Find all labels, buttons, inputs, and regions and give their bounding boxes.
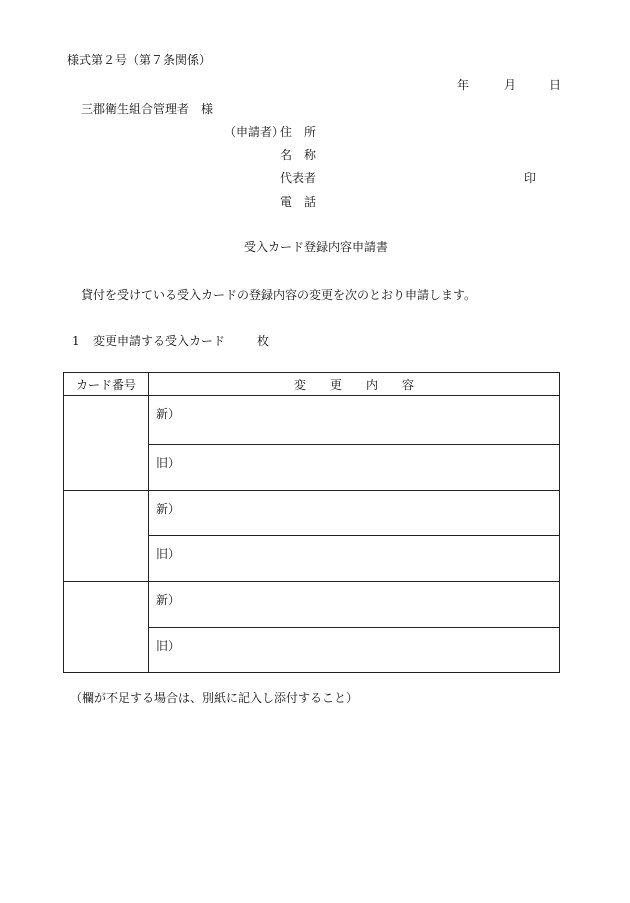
intro-text: 貸付を受けている受入カードの登録内容の変更を次のとおり申請します。 [81, 288, 477, 302]
date-day: 日 [549, 78, 562, 92]
applicant-label: （申請者） [224, 125, 285, 139]
representative-label: 代表者 [280, 171, 317, 185]
item1-number: 1 [72, 334, 80, 348]
table-row [64, 396, 560, 445]
card-number-cell[interactable] [64, 396, 149, 491]
footnote: （欄が不足する場合は、別紙に記入し添付すること） [70, 691, 359, 705]
new-label: 新） [156, 407, 181, 421]
old-label: 旧） [156, 547, 181, 561]
old-content-cell[interactable] [149, 628, 560, 673]
card-change-table [63, 372, 560, 673]
date-year: 年 [457, 78, 470, 92]
phone-label: 電 話 [280, 195, 317, 209]
date-month: 月 [504, 78, 517, 92]
document-title: 受入カード登録内容申請書 [244, 240, 389, 254]
table-header-row [64, 373, 560, 396]
item1-label: 変更申請する受入カード [93, 334, 226, 348]
addressee: 三郡衛生組合管理者 様 [81, 102, 214, 116]
header-card-number: カード番号 [64, 373, 149, 396]
new-content-cell[interactable] [149, 396, 560, 445]
old-content-cell[interactable] [149, 445, 560, 491]
name-label: 名 称 [280, 148, 317, 162]
table-row [64, 491, 560, 536]
new-label: 新） [156, 502, 181, 516]
old-content-cell[interactable] [149, 536, 560, 582]
header-change-content: 変 更 内 容 [149, 373, 560, 396]
new-content-cell[interactable] [149, 491, 560, 536]
new-content-cell[interactable] [149, 582, 560, 628]
old-label: 旧） [156, 456, 181, 470]
form-number: 様式第２号（第７条関係） [67, 53, 212, 67]
table-row [64, 582, 560, 628]
old-label: 旧） [156, 639, 181, 653]
seal-mark: 印 [524, 171, 537, 185]
card-number-cell[interactable] [64, 582, 149, 673]
item1-unit: 枚 [257, 334, 270, 348]
card-number-cell[interactable] [64, 491, 149, 582]
address-label: 住 所 [280, 125, 317, 139]
new-label: 新） [156, 593, 181, 607]
